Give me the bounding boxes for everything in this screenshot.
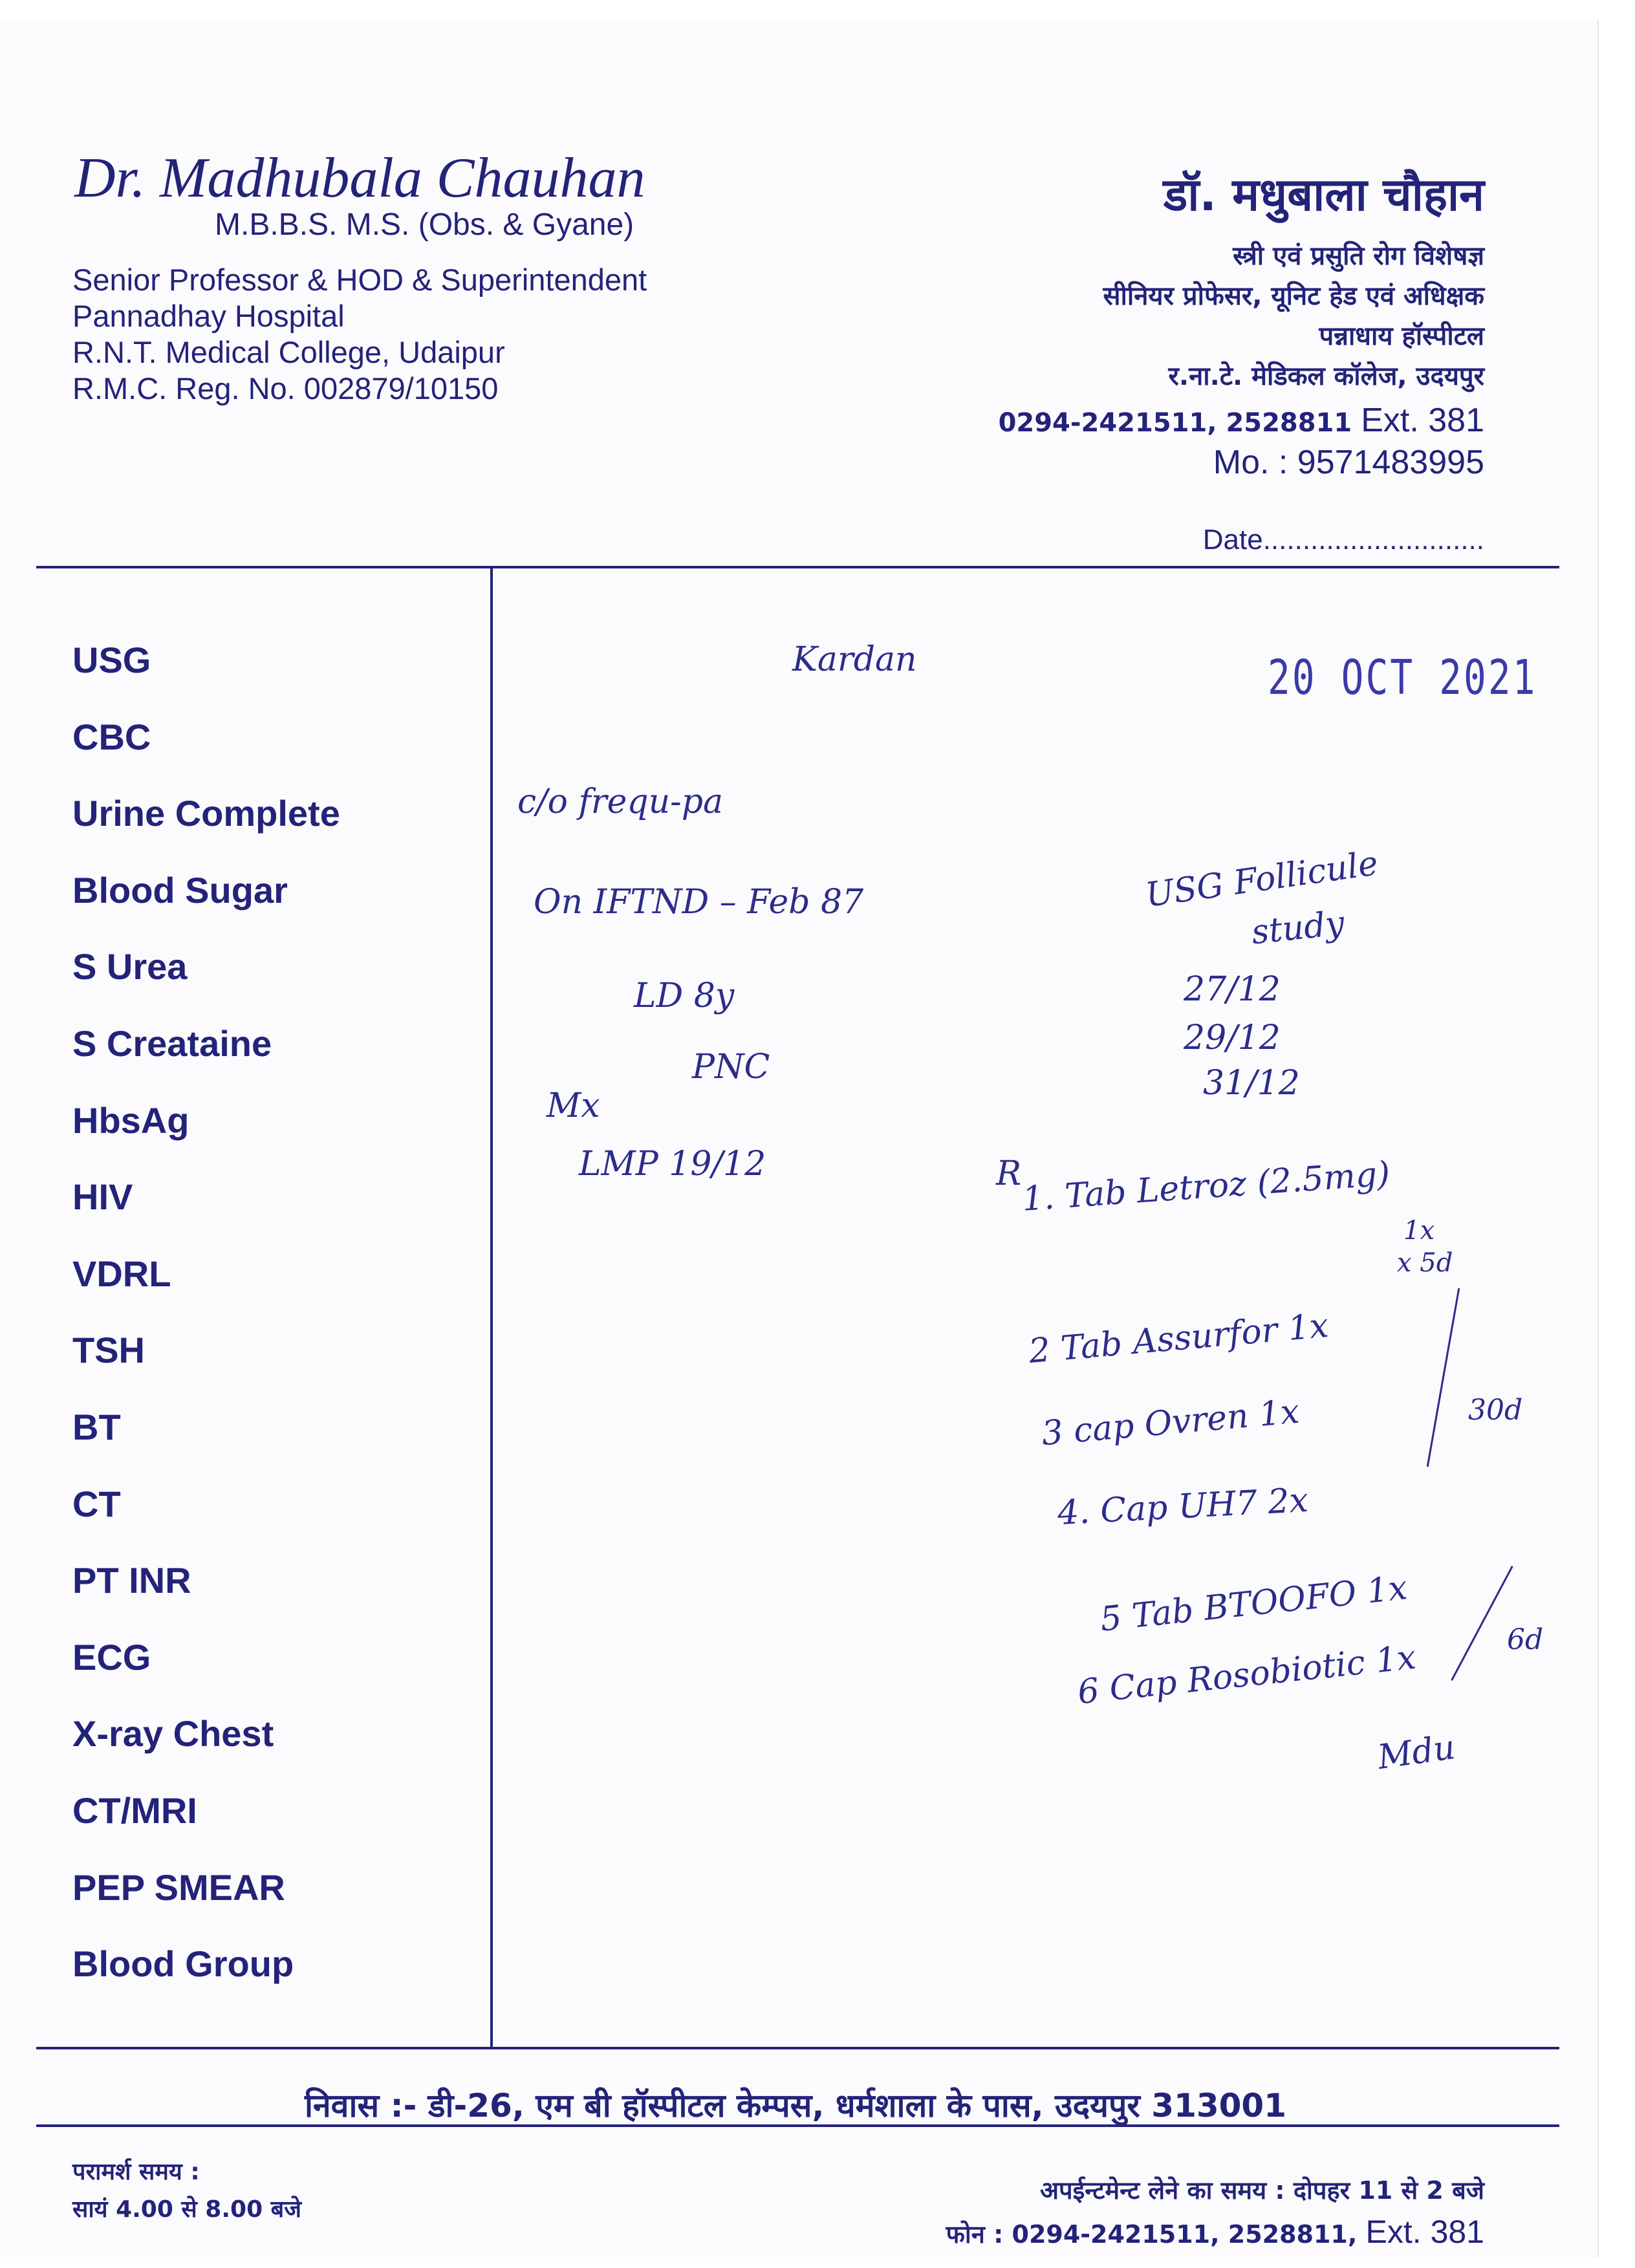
- credential-line-hindi: स्त्री एवं प्रसुति रोग विशेषज्ञ: [1233, 241, 1484, 271]
- history-note: PNC: [692, 1048, 770, 1086]
- history-note: Mx: [547, 1086, 600, 1125]
- test-item: TSH: [72, 1330, 145, 1371]
- appointment-info: [946, 2170, 1484, 2255]
- test-item: PT INR: [72, 1560, 191, 1601]
- test-item: USG: [72, 640, 151, 680]
- patient-name: Kardan: [792, 640, 917, 679]
- rx-line: 6 Cap Rosobiotic 1x: [1076, 1637, 1418, 1712]
- doctor-name-english: Dr. Madhubala Chauhan: [74, 147, 645, 210]
- rx-line: 4. Cap UH7 2x: [1056, 1480, 1310, 1533]
- footer-divider-top: [36, 2047, 1559, 2049]
- follicle-date: 29/12: [1184, 1019, 1281, 1057]
- test-item: ECG: [72, 1636, 151, 1678]
- rx-line: 3 cap Ovren 1x: [1040, 1392, 1301, 1454]
- test-item: Blood Group: [72, 1943, 294, 1985]
- prescription-sheet: [0, 19, 1599, 2257]
- residence-address: निवास :- डी-26, एम बी हॉस्पीटल केम्पस, धर्मशाला के पास, उदयपुर 313001: [304, 2087, 1287, 2124]
- lmp-note: LMP 19/12: [579, 1145, 766, 1183]
- credential-line-hindi: सीनियर प्रोफेसर, यूनिट हेड एवं अधिक्षक: [1103, 281, 1484, 311]
- consultation-timing: [72, 2154, 301, 2229]
- footer-phone-numbers: फोन : 0294-2421511, 2528811,: [946, 2220, 1358, 2249]
- complaint-note: c/o frequ-pa: [517, 783, 723, 821]
- footer-phone: [946, 2211, 1484, 2255]
- rx-dose: x 5d: [1397, 1248, 1453, 1278]
- header-divider: [36, 566, 1559, 568]
- timing-value: सायं 4.00 से 8.00 बजे: [72, 2196, 301, 2223]
- doctor-degree: M.B.B.S. M.S. (Obs. & Gyane): [215, 208, 634, 242]
- mobile-number: Mo. : 9571483995: [1213, 444, 1484, 481]
- rx-symbol: R: [996, 1154, 1022, 1193]
- rx-duration: 30d: [1468, 1394, 1523, 1427]
- test-item: VDRL: [72, 1253, 171, 1294]
- test-item: PEP SMEAR: [72, 1866, 285, 1908]
- test-item: Urine Complete: [72, 793, 340, 834]
- plan-note: study: [1250, 903, 1347, 953]
- credential-line: Pannadhay Hospital: [72, 299, 345, 333]
- bracket-line: [1427, 1288, 1460, 1467]
- doctor-credentials: [72, 262, 647, 407]
- credential-line: R.N.T. Medical College, Udaipur: [72, 335, 505, 369]
- history-note: LD 8y: [634, 977, 735, 1015]
- credential-line-hindi: पन्नाधाय हॉस्पीटल: [1319, 321, 1484, 351]
- rx-line: 1. Tab Letroz (2.5mg): [1021, 1154, 1392, 1219]
- signature: Mdu: [1375, 1727, 1458, 1778]
- history-note: On IFTND – Feb 87: [534, 883, 864, 922]
- test-item: HbsAg: [72, 1099, 189, 1141]
- test-item: X-ray Chest: [72, 1713, 274, 1755]
- test-item: CT: [72, 1483, 121, 1524]
- test-item: CT/MRI: [72, 1789, 197, 1831]
- test-item: HIV: [72, 1176, 133, 1218]
- follicle-date: 27/12: [1184, 970, 1281, 1009]
- footer-phone-extension: Ext. 381: [1365, 2214, 1484, 2250]
- rx-line: 5 Tab BTOOFO 1x: [1098, 1568, 1409, 1639]
- credential-line-hindi: र.ना.टे. मेडिकल कॉलेज, उदयपुर: [1168, 362, 1484, 391]
- timing-label: परामर्श समय :: [72, 2159, 200, 2185]
- follicle-date: 31/12: [1203, 1064, 1300, 1103]
- appointment-time: अपईन्टमेन्ट लेने का समय : दोपहर 11 से 2 बजे: [1040, 2176, 1484, 2205]
- investigations-list: [72, 637, 340, 2018]
- test-item: Blood Sugar: [72, 869, 288, 911]
- phone-numbers: 0294-2421511, 2528811: [998, 408, 1352, 438]
- test-item: BT: [72, 1406, 121, 1447]
- phone-extension: Ext. 381: [1361, 402, 1484, 439]
- rx-duration: 6d: [1507, 1623, 1544, 1656]
- date-stamp: 20 OCT 2021: [1268, 650, 1537, 706]
- date-field: Date............................: [1202, 524, 1484, 556]
- plan-note: USG Follicule: [1143, 844, 1381, 915]
- credential-line: R.M.C. Reg. No. 002879/10150: [72, 371, 499, 405]
- doctor-credentials-hindi: [1103, 236, 1484, 396]
- doctor-name-hindi: डॉ. मधुबाला चौहान: [1163, 168, 1484, 221]
- credential-line: Senior Professor & HOD & Superintendent: [72, 263, 647, 297]
- rx-line: 2 Tab Assurfor 1x: [1027, 1306, 1330, 1372]
- test-item: S Urea: [72, 946, 188, 988]
- bracket-line: [1451, 1566, 1513, 1681]
- column-divider: [490, 566, 493, 2047]
- test-item: CBC: [72, 716, 151, 757]
- clinic-phone: [999, 401, 1484, 440]
- rx-dose: 1x: [1403, 1216, 1435, 1246]
- test-item: S Creataine: [72, 1022, 272, 1064]
